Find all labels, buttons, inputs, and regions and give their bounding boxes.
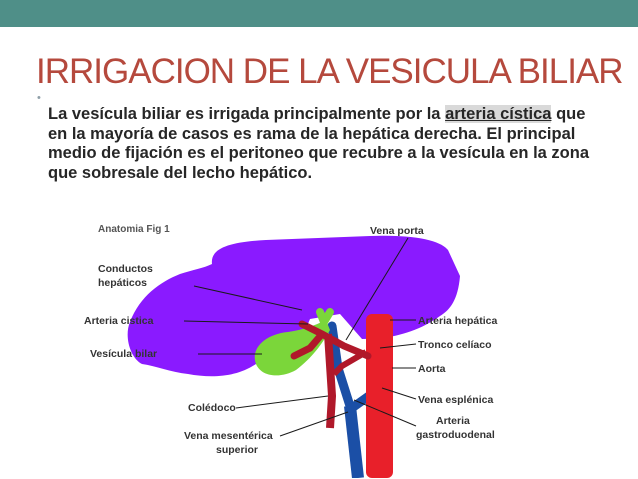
label-conductos-2: hepáticos <box>98 277 148 289</box>
aorta-vessel <box>366 314 393 478</box>
label-conductos-1: Conductos <box>98 263 153 275</box>
anatomy-diagram <box>70 216 550 478</box>
label-coledoco: Colédoco <box>188 402 236 414</box>
label-vesicula: Vesícula bilar <box>90 348 158 360</box>
slide-paragraph <box>48 105 608 183</box>
slide-title: IRRIGACION DE LA VESICULA BILIAR <box>36 52 623 91</box>
label-gastro-1: Arteria <box>436 415 470 427</box>
paragraph-start: La vesícula biliar es irrigada principalmente por la <box>48 105 446 123</box>
coledoco-duct <box>328 334 332 428</box>
label-vena-porta: Vena porta <box>370 225 424 237</box>
label-mesenterica-2: superior <box>216 444 259 456</box>
label-gastro-2: gastroduodenal <box>416 429 495 441</box>
label-arteria-hepatica: Arteria hepática <box>418 315 498 327</box>
label-arteria-cistica: Arteria cistica <box>84 315 154 327</box>
highlighted-term: arteria cística <box>445 105 552 123</box>
figure-label: Anatomia Fig 1 <box>98 224 170 235</box>
vena-mesenterica <box>350 406 358 478</box>
label-tronco-celiaco: Tronco celíaco <box>418 339 492 351</box>
bile-ducts <box>320 312 330 322</box>
header-bar <box>0 0 638 27</box>
paragraph-end: que en la mayoría de casos es rama de la hepática derecha. El principal medio de fijación es el peritoneo que recubre a la vesícula en la zona que sobresale del lecho hepático. <box>48 105 590 182</box>
label-aorta: Aorta <box>418 363 446 375</box>
label-mesenterica-1: Vena mesentérica <box>184 430 273 442</box>
bullet-marker: • <box>37 92 41 104</box>
label-vena-esplenica: Vena esplénica <box>418 394 494 406</box>
